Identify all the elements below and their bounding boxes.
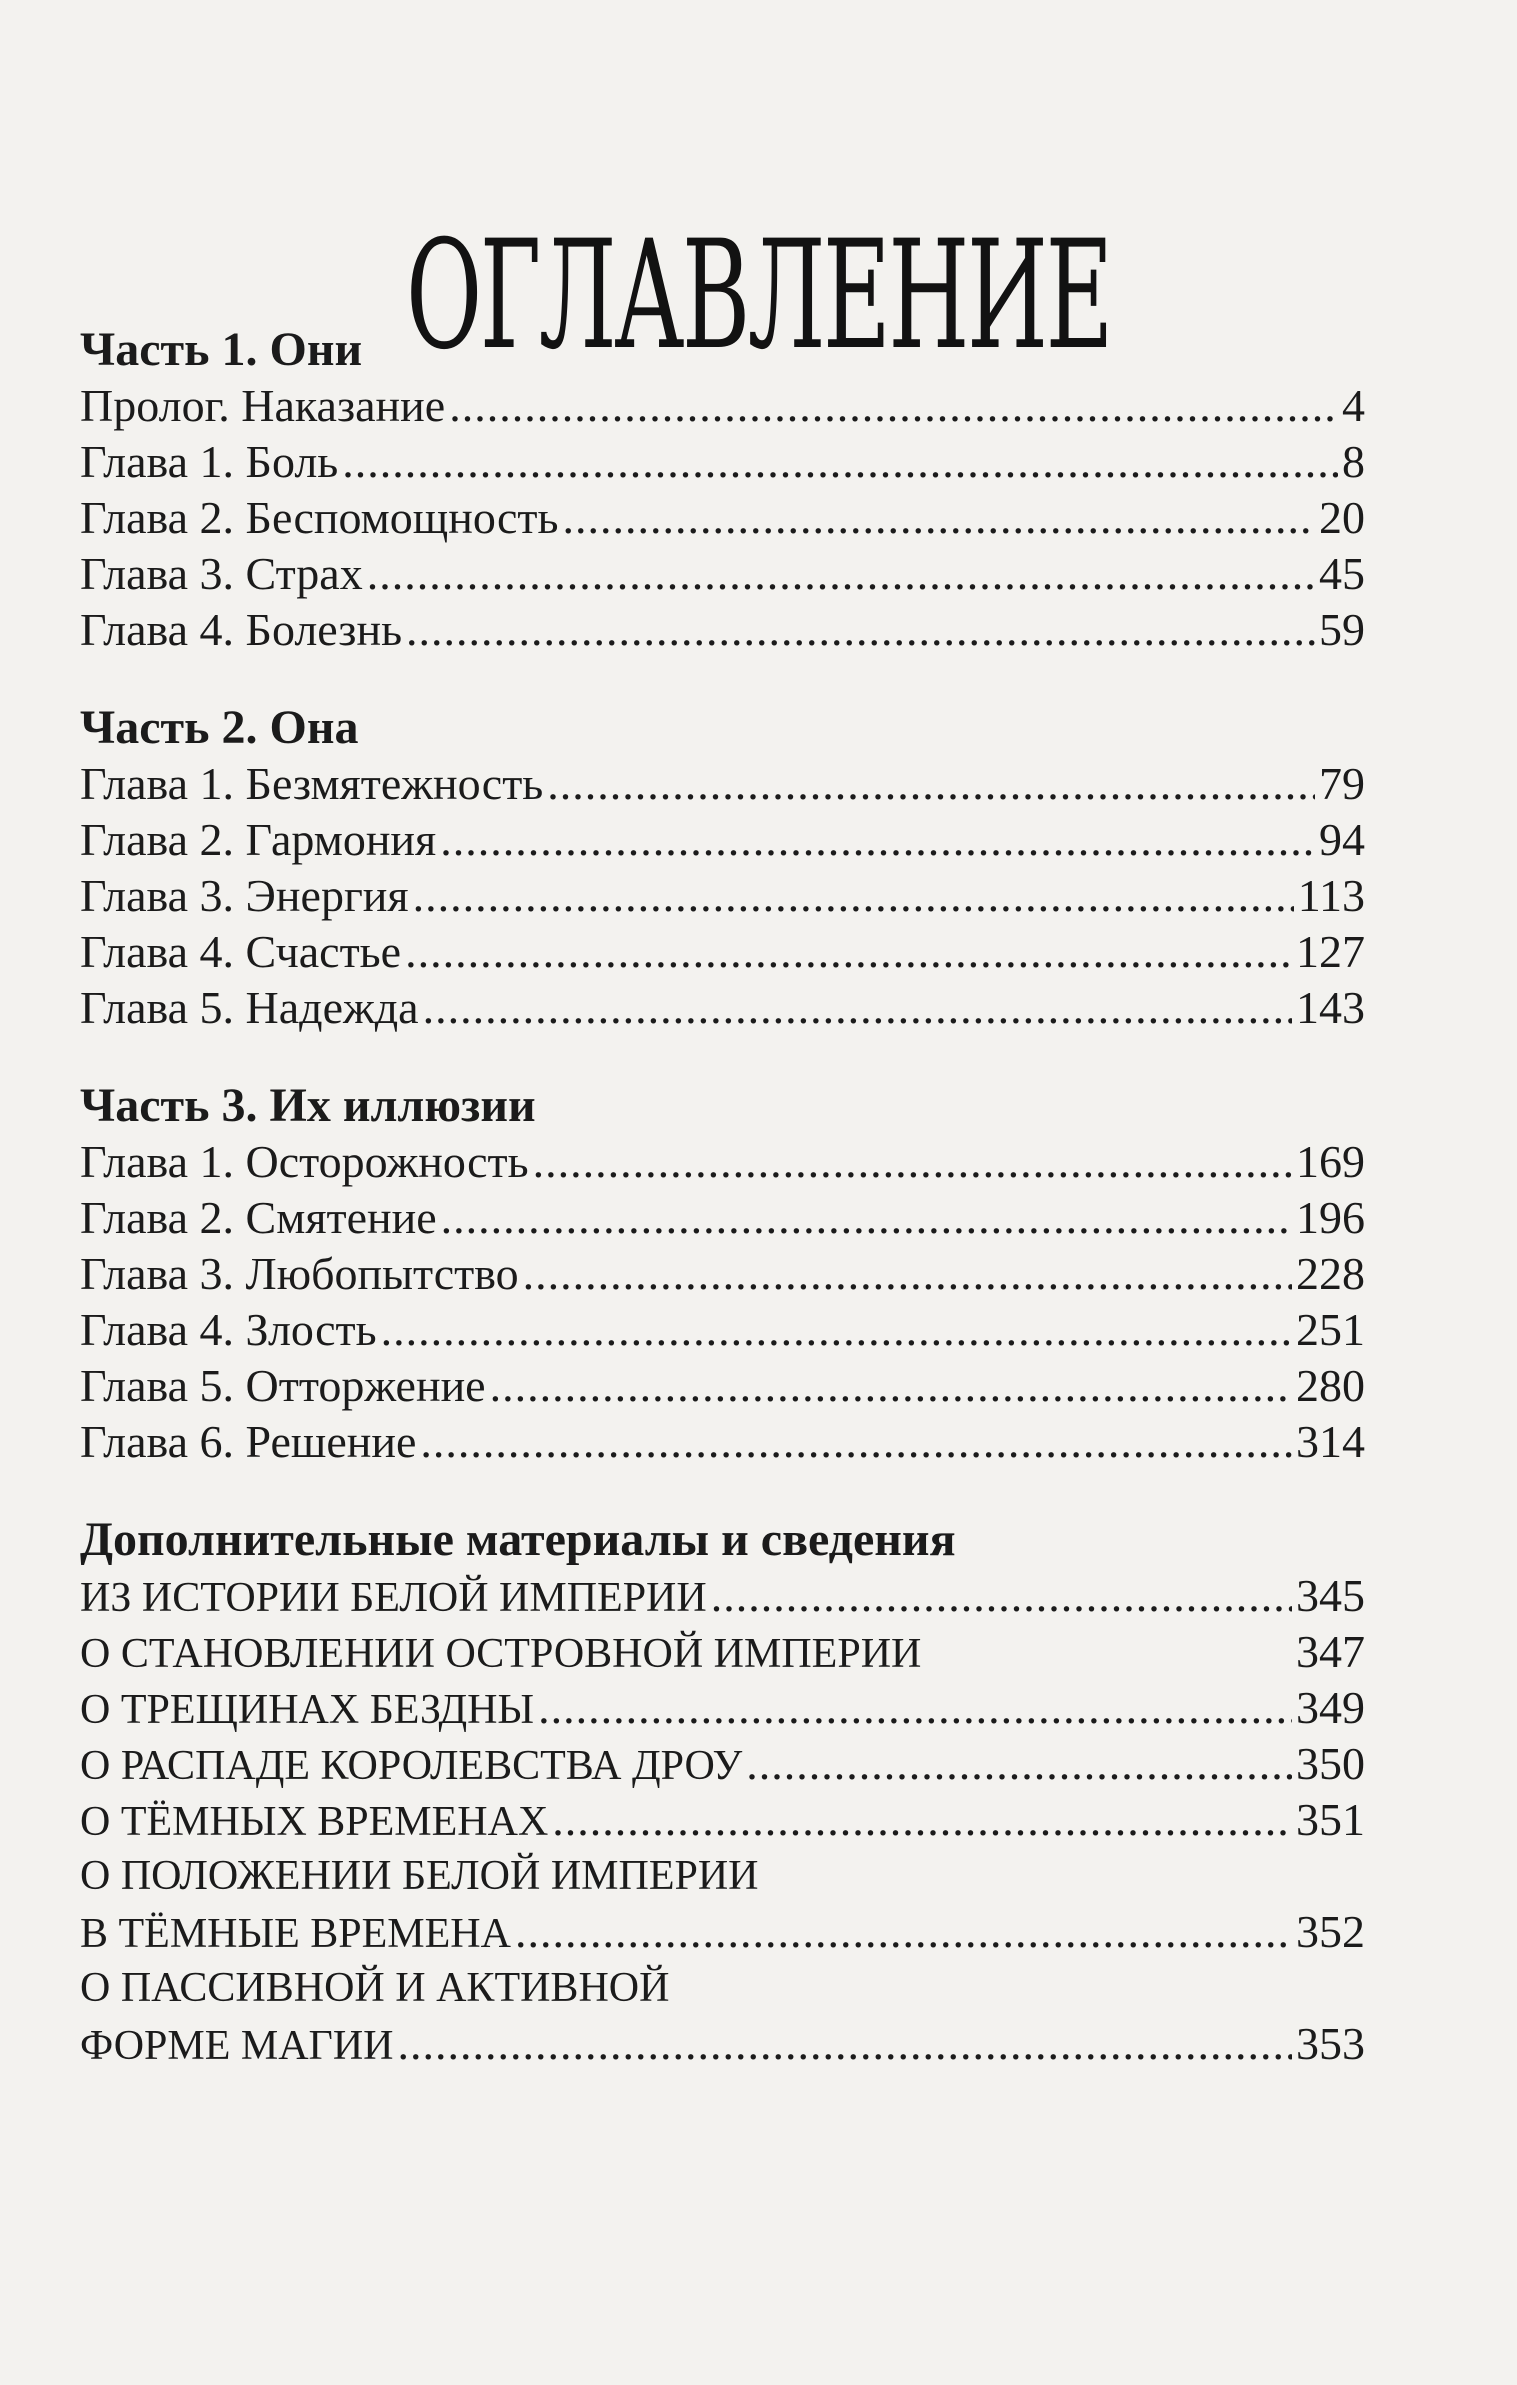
entry-label: Пролог. Наказание — [80, 380, 446, 431]
toc-entry[interactable] — [80, 868, 1365, 924]
entry-label: О СТАНОВЛЕНИИ ОСТРОВНОЙ ИМПЕРИИ — [80, 1631, 922, 1677]
toc-section-part-1 — [80, 322, 1365, 658]
toc-section-part-2 — [80, 700, 1365, 1036]
toc-entry[interactable] — [80, 1568, 1365, 1624]
entry-page-number: 45 — [1319, 548, 1365, 599]
entry-label: Глава 3. Энергия — [80, 870, 409, 921]
entry-page-number: 113 — [1297, 870, 1365, 921]
entry-label: Глава 1. Безмятежность — [80, 758, 544, 809]
toc-entry[interactable] — [80, 378, 1365, 434]
entry-label: Глава 6. Решение — [80, 1416, 417, 1467]
toc-entry[interactable] — [80, 1960, 1365, 2016]
toc-entry[interactable] — [80, 1904, 1365, 1960]
dot-leader — [533, 1134, 1292, 1190]
toc-entry[interactable] — [80, 1680, 1365, 1736]
entry-page-number: 127 — [1296, 926, 1365, 977]
toc-entry[interactable] — [80, 1736, 1365, 1792]
entry-page-number: 352 — [1296, 1906, 1365, 1957]
entry-page-number: 143 — [1296, 982, 1365, 1033]
dot-leader — [405, 924, 1292, 980]
dot-leader — [441, 1190, 1292, 1246]
toc-entry[interactable] — [80, 2016, 1365, 2072]
toc-section-part-3 — [80, 1078, 1365, 1470]
section-title: Дополнительные материалы и сведения — [80, 1513, 956, 1566]
dot-leader — [547, 756, 1315, 812]
dot-leader — [523, 1246, 1292, 1302]
entry-page-number: 20 — [1319, 492, 1365, 543]
toc-entry[interactable] — [80, 1624, 1365, 1680]
section-title: Часть 3. Их иллюзии — [80, 1079, 536, 1132]
dot-leader — [342, 434, 1338, 490]
dot-leader — [515, 1904, 1292, 1960]
dot-leader — [398, 2016, 1292, 2072]
dot-leader — [381, 1302, 1292, 1358]
entry-page-number: 169 — [1296, 1136, 1365, 1187]
dot-leader — [711, 1568, 1292, 1624]
entry-page-number: 251 — [1296, 1304, 1365, 1355]
dot-leader — [367, 546, 1315, 602]
toc-entry[interactable] — [80, 1358, 1365, 1414]
dot-leader — [746, 1736, 1292, 1792]
entry-page-number: 196 — [1296, 1192, 1365, 1243]
dot-leader — [413, 868, 1294, 924]
toc-entry[interactable] — [80, 1134, 1365, 1190]
entry-page-number: 94 — [1319, 814, 1365, 865]
toc-entry[interactable] — [80, 1190, 1365, 1246]
entry-page-number: 350 — [1296, 1738, 1365, 1789]
entry-label: О РАСПАДЕ КОРОЛЕВСТВА ДРОУ — [80, 1743, 743, 1789]
entry-label: Глава 2. Смятение — [80, 1192, 437, 1243]
entry-label: Глава 4. Злость — [80, 1304, 377, 1355]
toc-entry[interactable] — [80, 602, 1365, 658]
dot-leader — [562, 490, 1315, 546]
entry-label: Глава 2. Беспомощность — [80, 492, 559, 543]
entry-label: Глава 5. Отторжение — [80, 1360, 486, 1411]
entry-page-number: 345 — [1296, 1570, 1365, 1621]
entry-label: Глава 3. Любопытство — [80, 1248, 519, 1299]
toc-entry[interactable] — [80, 1414, 1365, 1470]
toc-entry[interactable] — [80, 980, 1365, 1036]
entry-label: О ТРЕЩИНАХ БЕЗДНЫ — [80, 1687, 535, 1733]
toc-section-appendix — [80, 1512, 1365, 2072]
entry-label: ИЗ ИСТОРИИ БЕЛОЙ ИМПЕРИИ — [80, 1575, 707, 1621]
toc-entry[interactable] — [80, 1848, 1365, 1904]
entry-page-number: 4 — [1342, 380, 1365, 431]
entry-page-number: 353 — [1296, 2018, 1365, 2069]
toc-entry[interactable] — [80, 924, 1365, 980]
toc-entry[interactable] — [80, 756, 1365, 812]
toc-entry[interactable] — [80, 1792, 1365, 1848]
entry-page-number: 59 — [1319, 604, 1365, 655]
dot-leader — [423, 980, 1292, 1036]
entry-label: Глава 3. Страх — [80, 548, 363, 599]
section-title: Часть 1. Они — [80, 323, 363, 376]
entry-label: О ПОЛОЖЕНИИ БЕЛОЙ ИМПЕРИИ — [80, 1853, 759, 1899]
entry-label: Глава 4. Счастье — [80, 926, 402, 977]
entry-page-number: 349 — [1296, 1682, 1365, 1733]
toc-entry[interactable] — [80, 434, 1365, 490]
entry-label: В ТЁМНЫЕ ВРЕМЕНА — [80, 1911, 511, 1957]
table-of-contents — [80, 322, 1365, 2114]
entry-page-number: 314 — [1296, 1416, 1365, 1467]
dot-leader — [440, 812, 1315, 868]
dot-leader — [538, 1680, 1292, 1736]
entry-label: Глава 1. Боль — [80, 436, 339, 487]
entry-page-number: 351 — [1296, 1794, 1365, 1845]
dot-leader — [552, 1792, 1292, 1848]
toc-entry[interactable] — [80, 1302, 1365, 1358]
toc-entry[interactable] — [80, 812, 1365, 868]
entry-page-number: 228 — [1296, 1248, 1365, 1299]
entry-label: О ПАССИВНОЙ И АКТИВНОЙ — [80, 1965, 670, 2011]
entry-page-number: 280 — [1296, 1360, 1365, 1411]
entry-page-number: 347 — [1296, 1626, 1365, 1677]
entry-label: Глава 1. Осторожность — [80, 1136, 529, 1187]
dot-leader — [490, 1358, 1292, 1414]
toc-entry[interactable] — [80, 490, 1365, 546]
page-title: ОГЛАВЛЕНИЕ — [406, 208, 1111, 383]
entry-page-number: 8 — [1342, 436, 1365, 487]
dot-leader — [420, 1414, 1292, 1470]
entry-label: ФОРМЕ МАГИИ — [80, 2023, 394, 2069]
entry-label: О ТЁМНЫХ ВРЕМЕНАХ — [80, 1799, 549, 1845]
toc-entry[interactable] — [80, 546, 1365, 602]
entry-label: Глава 5. Надежда — [80, 982, 419, 1033]
entry-page-number: 79 — [1319, 758, 1365, 809]
toc-entry[interactable] — [80, 1246, 1365, 1302]
dot-leader — [406, 602, 1315, 658]
dot-leader — [449, 378, 1338, 434]
entry-label: Глава 2. Гармония — [80, 814, 437, 865]
entry-label: Глава 4. Болезнь — [80, 604, 403, 655]
section-title: Часть 2. Она — [80, 701, 359, 754]
